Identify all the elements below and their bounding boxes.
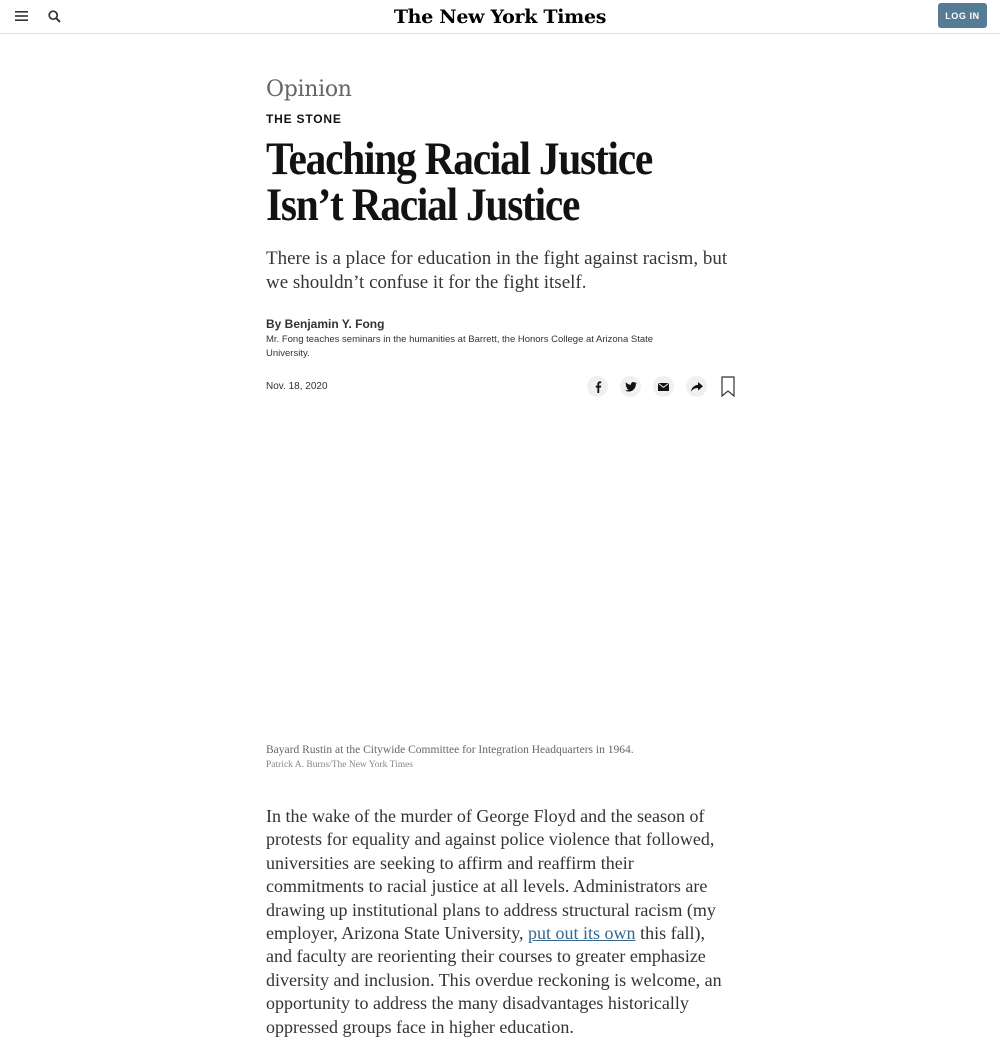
login-button[interactable]: LOG IN xyxy=(938,3,987,28)
article-paragraph xyxy=(266,805,728,1039)
article-headline: Teaching Racial Justice Isn’t Racial Justice xyxy=(266,133,653,231)
share-arrow-icon[interactable] xyxy=(686,376,707,397)
email-icon[interactable] xyxy=(653,376,674,397)
article-summary: There is a place for education in the fight against racism, but we shouldn’t confuse it for the fight itself. xyxy=(266,248,728,293)
masthead-logo[interactable]: The New York Times xyxy=(393,6,607,28)
image-caption: Bayard Rustin at the Citywide Committee for Integration Headquarters in 1964. xyxy=(266,744,634,756)
author-bio: Mr. Fong teaches seminars in the humanities at Barrett, the Honors College at Arizona State University. xyxy=(266,334,654,359)
share-toolbar xyxy=(587,376,736,397)
inline-link[interactable]: put out its own xyxy=(528,923,636,944)
lead-image xyxy=(266,412,736,732)
section-kicker[interactable]: Opinion xyxy=(266,77,352,102)
image-credit: Patrick A. Burns/The New York Times xyxy=(266,760,413,770)
series-label[interactable]: THE STONE xyxy=(266,112,342,126)
publish-date: Nov. 18, 2020 xyxy=(266,381,328,392)
twitter-icon[interactable] xyxy=(620,376,641,397)
top-navigation-bar xyxy=(0,0,1000,34)
bookmark-icon[interactable] xyxy=(720,376,736,397)
paragraph-text-after-link: this fall), and faculty are reorienting their courses to greater emphasize diversity and inclusion. This overdue reckoning is welcome, an opportunity to address the many disadvantages historically oppressed groups face in higher education. xyxy=(266,923,722,1037)
paragraph-text-before-link: In the wake of the murder of George Floyd and the season of protests for equality and against police violence that followed, universities are seeking to affirm and reaffirm their commitments to racial justice at all levels. Administrators are drawing up institutional plans to address structural racism (my employer, Arizona State University, xyxy=(266,806,716,944)
facebook-icon[interactable] xyxy=(587,376,608,397)
byline[interactable]: By Benjamin Y. Fong xyxy=(266,317,385,331)
